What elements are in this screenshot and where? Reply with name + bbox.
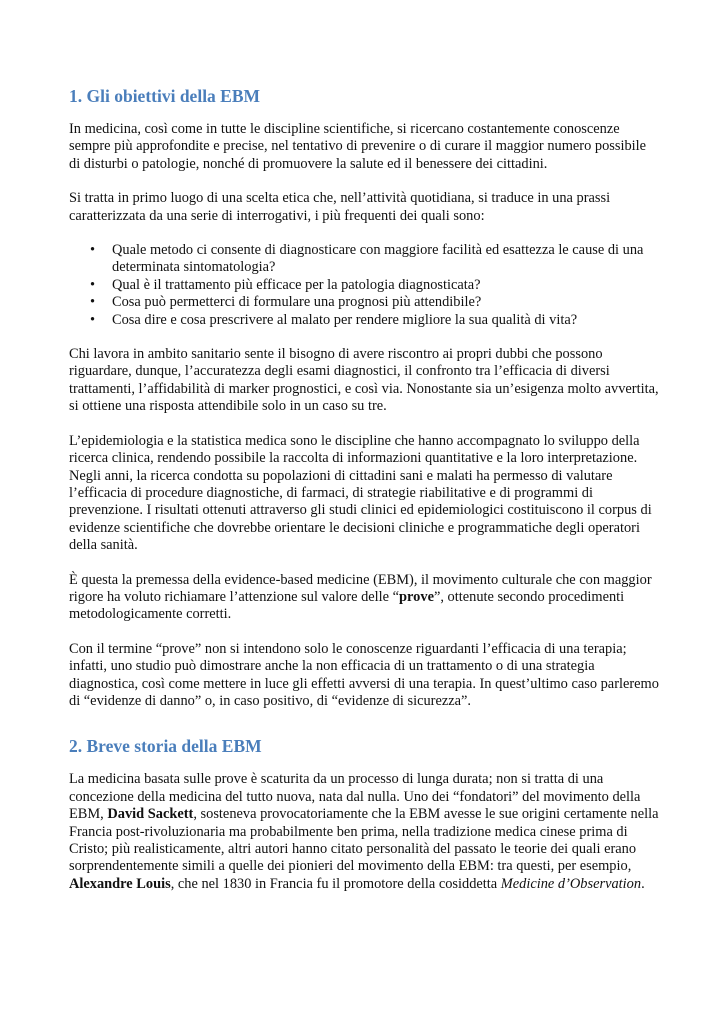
list-item-text: Qual è il trattamento più efficace per la patologia diagnosticata? <box>112 276 481 293</box>
paragraph-text: , che nel 1830 in Francia fu il promotore della cosiddetta <box>170 875 501 892</box>
section-1-paragraph-4: L’epidemiologia e la statistica medica sono le discipline che hanno accompagnato lo sviluppo della ricerca clinica, rendendo possibile la raccolta di informazioni quantitative e la loro interpretazione. Negli anni, la ricerca condotta su popolazioni di cittadini sani e malati ha permesso di valutare l’efficacia di procedure diagnostiche, di farmaci, di strategie riabilitative e di programmi di prevenzione. I risultati ottenuti attraverso gli studi clinici ed epidemiologici costituiscono il corpus di evidenze scientifiche che dovrebbe orientare le decisioni cliniche e programmatiche degli operatori della sanità. <box>69 432 652 554</box>
section-1-paragraph-3: Chi lavora in ambito sanitario sente il bisogno di avere riscontro ai propri dubbi che possono riguardare, dunque, l’accuratezza degli esami diagnostici, il confronto tra l’efficacia di diversi trattamenti, l’affidabilità di marker prognostici, e così via. Nonostante sia un’esigenza molto avvertita, si ottiene una risposta attendibile solo in un caso su tre. <box>69 346 659 415</box>
bullet-icon: • <box>90 294 96 311</box>
paragraph-text: . <box>641 875 645 892</box>
list-item <box>90 276 659 294</box>
paragraph-text: , sosteneva provocatoriamente che la EBM avesse le sue origini certamente nella Francia post-rivoluzionaria ma probabilmente ben prima, nella tradizione medica cinese prima di Cristo; più realisticamente, altri autori hanno citato personalità del passato le teorie dei quali erano sorprendentemente simili a quelle dei pionieri del movimento della EBM: tra questi, per esempio, <box>69 806 659 875</box>
list-item <box>90 242 659 277</box>
bullet-icon: • <box>90 311 96 328</box>
list-item <box>90 311 659 329</box>
bullet-icon: • <box>90 242 96 259</box>
paragraph-text: È questa la premessa della evidence-based medicine (EBM), il movimento culturale che con maggior rigore ha voluto richiamare l’attenzione sul valore delle “ <box>69 571 652 605</box>
section-1-paragraph-2: Si tratta in primo luogo di una scelta etica che, nell’attività quotidiana, si traduce in una prassi caratterizzata da una serie di interrogativi, i più frequenti dei quali sono: <box>69 190 611 224</box>
paragraph-text: La medicina basata sulle prove è scaturita da un processo di lunga durata; non si tratta di una concezione della medicina del tutto nuova, nata dal nulla. Uno dei “fondatori” del movimento della EBM, <box>69 771 641 823</box>
section-1-paragraph-6: Con il termine “prove” non si intendono solo le conoscenze riguardanti l’efficacia di una terapia; infatti, uno studio può dimostrare anche la non efficacia di un trattamento o di una strategia diagnostica, così come mettere in luce gli effetti avversi di una terapia. In quest’ultimo caso parleremo di “evidenze di danno” o, in caso positivo, di “evidenze di sicurezza”. <box>69 640 659 709</box>
section-2-paragraph-1 <box>69 771 659 893</box>
document-content <box>69 84 659 910</box>
list-item-text: Cosa dire e cosa prescrivere al malato per rendere migliore la sua qualità di vita? <box>112 311 578 328</box>
bold-name-david-sackett: David Sackett <box>107 806 194 823</box>
questions-list <box>69 242 659 329</box>
italic-term-medicine-observation: Medicine d’Observation <box>500 875 642 892</box>
paragraph-text: ”, ottenute secondo procedimenti metodologicamente corretti. <box>69 588 625 623</box>
bullet-icon: • <box>90 276 96 293</box>
section-1-paragraph-1: In medicina, così come in tutte le discipline scientifiche, si ricercano costantemente conoscenze sempre più approfondite e precise, nel tentativo di prevenire o di curare il maggior numero possibile di disturbi o patologie, nonché di promuovere la salute ed il benessere dei cittadini. <box>69 121 647 172</box>
bold-term-prove: prove <box>399 588 434 605</box>
list-item-text: Quale metodo ci consente di diagnosticare con maggiore facilità ed esattezza le cause di una determinata sintomatologia? <box>112 242 644 276</box>
list-item-text: Cosa può permetterci di formulare una prognosi più attendibile? <box>112 294 482 311</box>
section-1-paragraph-5 <box>69 572 659 624</box>
list-item <box>90 294 659 311</box>
section-1-heading: 1. Gli obiettivi della EBM <box>69 86 261 106</box>
section-2-heading: 2. Breve storia della EBM <box>69 736 262 757</box>
bold-name-alexandre-louis: Alexandre Louis <box>69 875 171 892</box>
